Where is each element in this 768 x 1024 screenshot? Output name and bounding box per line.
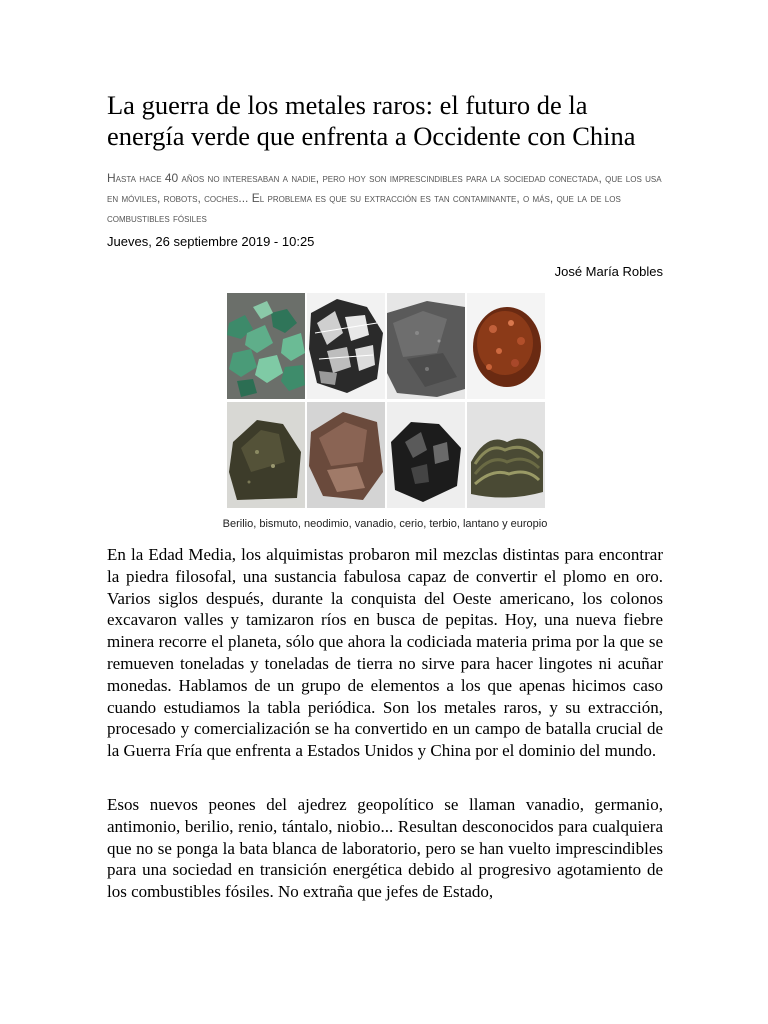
mineral-photo-gray-rock (387, 293, 465, 399)
article-author: José María Robles (554, 264, 663, 279)
mineral-photo-silver-metal (307, 293, 385, 399)
minerals-image-grid (227, 293, 543, 509)
mineral-photo-brown-rock (307, 402, 385, 508)
mineral-photo-red-crystals (467, 293, 545, 399)
article-paragraph: En la Edad Media, los alquimistas probaron mil mezclas distintas para encontrar la piedra filosofal, una sustancia fabulosa capaz de convertir el plomo en oro. Varios siglos después, durante la conquista del Oeste americano, los colonos excavaron valles y tamizaron ríos en busca de pepitas. Hoy, una nueva fiebre minera recorre el planeta, sólo que ahora la codiciada materia prima por la que se remueven toneladas y toneladas de tierra no sirve para hacer lingotes ni acuñar monedas. Hablamos de un grupo de elementos a los que apenas hicimos caso cuando estudiamos la tabla periódica. Son los metales raros, y su extracción, procesado y comercialización se ha convertido en un campo de batalla crucial de la Guerra Fría que enfrenta a Estados Unidos y China por el dominio del mundo. (107, 545, 663, 761)
mineral-photo-dark-green-rock (227, 402, 305, 508)
article-date: Jueves, 26 septiembre 2019 - 10:25 (107, 234, 315, 249)
article-paragraph: Esos nuevos peones del ajedrez geopolítico se llaman vanadio, germanio, antimonio, berilio, renio, tántalo, niobio... Resultan desconocidos para cualquiera que no se ponga la bata blanca de laboratorio, pero se han vuelto imprescindibles para una sociedad en transición energética debido al progresivo agotamiento de los combustibles fósiles. No extraña que jefes de Estado, (107, 795, 663, 902)
mineral-photo-layered-metal (467, 402, 545, 508)
article-subtitle: Hasta hace 40 años no interesaban a nadie, pero hoy son imprescindibles para la sociedad conectada, que los usa en móviles, robots, coches... El problema es que su extracción es tan contaminante, o más, que la de los combustibles fósiles (107, 171, 662, 225)
mineral-photo-black-metal (387, 402, 465, 508)
mineral-photo-green-crystals (227, 293, 305, 399)
image-caption: Berilio, bismuto, neodimio, vanadio, cerio, terbio, lantano y europio (222, 518, 548, 530)
article-title: La guerra de los metales raros: el futuro de la energía verde que enfrenta a Occidente con China (107, 90, 636, 151)
